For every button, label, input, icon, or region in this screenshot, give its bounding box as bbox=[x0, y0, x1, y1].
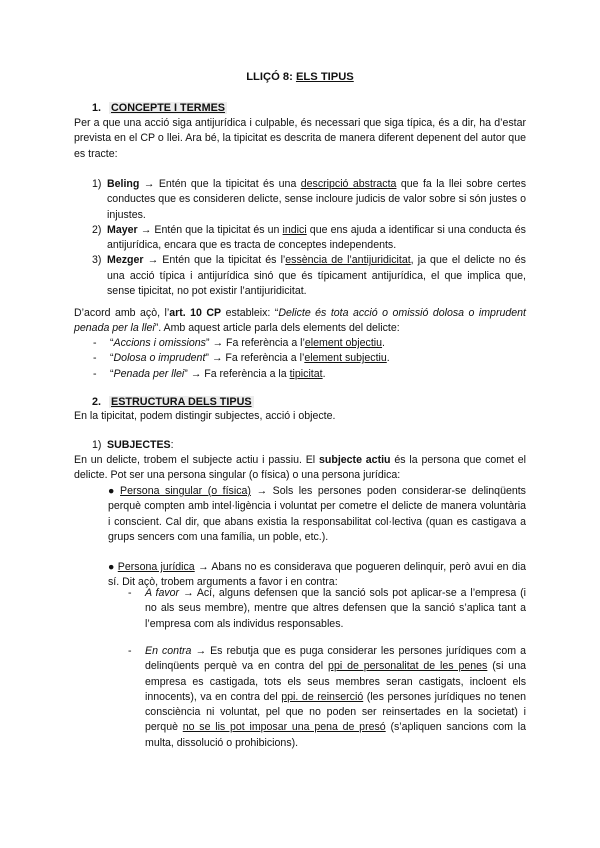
subsection-colon: : bbox=[170, 439, 174, 451]
section1-title: CONCEPTE I TERMES bbox=[111, 102, 225, 114]
dash: - bbox=[128, 645, 132, 657]
list-item: - “Dolosa o imprudent” → Fa referència a l’element subjectiu. bbox=[93, 351, 523, 366]
arrow: → bbox=[139, 178, 159, 190]
dash: - bbox=[128, 587, 132, 599]
subjects-text: és la persona que comet el delicte. Pot ser una persona singular (o física) o una persona jurídica: bbox=[74, 454, 526, 482]
argument-label: En contra bbox=[145, 645, 192, 657]
element-term: element objectiu bbox=[304, 337, 383, 349]
argument-term: no se lis pot imposar una pena de presó bbox=[182, 721, 386, 734]
argument-text: (s’apliquen sancions com la multa, dissolució o prohibicions). bbox=[145, 721, 527, 749]
article-quote: Delicte és tota acció o omissió dolosa o imprudent penada per la llei bbox=[74, 307, 526, 335]
author-name: Mezger bbox=[107, 254, 144, 267]
dash: - bbox=[93, 352, 97, 365]
element-text: ” → Fa referència a l’ bbox=[205, 352, 305, 365]
argument-term: ppi. de reinserció bbox=[281, 690, 364, 703]
author-text: Entén que la tipicitat és una bbox=[158, 178, 301, 190]
element-end: . bbox=[386, 352, 390, 365]
list-item: - “Accions i omissions” → Fa referència a l’element objectiu. bbox=[93, 336, 523, 351]
author-name: Beling bbox=[107, 178, 140, 190]
element-quote: Penada per llei bbox=[113, 367, 185, 380]
argument-text: (si una empresa es castigada, tots els seus membres seran castigats, incloent els innocents), va en contra del bbox=[145, 660, 526, 703]
list-item bbox=[93, 223, 526, 254]
element-quote: Accions i omissions bbox=[113, 337, 206, 349]
element-term: tipicitat bbox=[289, 367, 323, 380]
subsection-subjectes bbox=[93, 438, 526, 453]
list-number: 3) bbox=[92, 254, 102, 267]
author-text: que fa la llei sobre certes conductes que es consideren delicte, sense incloure judicis de valor sobre si són justes o injustes. bbox=[107, 178, 526, 221]
author-name: Mayer bbox=[107, 223, 138, 236]
article-ref: art. 10 CP bbox=[169, 307, 222, 319]
argument-text: (les persones jurídiques no tenen consciència ni voluntat, pel que no poden ser reinsertades en la societat) i perquè bbox=[145, 690, 526, 734]
title-prefix: LLIÇÓ 8: bbox=[246, 71, 296, 83]
author-text: que ens ajuda a identificar si una conducta és antijurídica, encara que es tracta de conceptes independents. bbox=[107, 223, 526, 252]
bullet-term: Persona singular (o física) bbox=[120, 485, 251, 497]
list-item bbox=[93, 177, 526, 223]
article-text: ”. Amb aquest article parla dels elements del delicte: bbox=[154, 322, 400, 335]
arrow: → bbox=[143, 254, 163, 267]
subjects-text: En un delicte, trobem el subjecte actiu i passiu. El bbox=[74, 454, 319, 466]
title-main: ELS TIPUS bbox=[295, 71, 354, 83]
section2-number: 2. bbox=[92, 396, 102, 408]
author-term: descripció abstracta bbox=[300, 178, 397, 190]
argument-favor bbox=[128, 586, 526, 632]
bullet-term: Persona jurídica bbox=[117, 561, 195, 573]
section2-intro: En la tipicitat, podem distingir subjectes, acció i objecte. bbox=[74, 410, 336, 422]
list-number: 1) bbox=[92, 178, 102, 190]
section1-heading bbox=[92, 101, 227, 116]
element-end: . bbox=[382, 337, 385, 349]
list-item bbox=[93, 438, 526, 453]
author-text: Entén que la tipicitat és un bbox=[154, 223, 283, 236]
element-end: . bbox=[322, 367, 326, 380]
arrow: → bbox=[137, 223, 155, 236]
subjects-paragraph bbox=[74, 453, 526, 484]
author-term: indici bbox=[282, 223, 307, 236]
bullet-persona-singular bbox=[108, 484, 526, 545]
list-item bbox=[128, 586, 526, 632]
argument-label: A favor bbox=[145, 587, 180, 599]
author-term: essència de l’antijuridicitat bbox=[285, 254, 411, 267]
argument-contra bbox=[128, 644, 526, 751]
element-term: element subjectiu bbox=[304, 352, 387, 365]
bullet-dot: ● bbox=[108, 561, 115, 573]
list-number: 2) bbox=[92, 223, 102, 236]
dash: - bbox=[93, 337, 97, 349]
authors-list bbox=[93, 177, 526, 299]
list-item: - “Penada per llei” → Fa referència a la tipicitat. bbox=[93, 367, 523, 382]
author-text: Entén que la tipicitat és l’ bbox=[162, 254, 286, 267]
argument-text: → Es rebutja que es puga considerar les persones jurídiques com a delinqüents perquè va en contra del bbox=[145, 645, 526, 673]
element-text: ” → Fa referència a l’ bbox=[205, 337, 305, 349]
article-paragraph bbox=[74, 306, 526, 337]
argument-text: → Ací, alguns defensen que la sanció sols pot aplicar-se a l’empresa (i no als seus membre), mentre que altres defensen que la sanció s’aplica tant a l’empresa com als individus responsables. bbox=[145, 587, 527, 630]
page-title bbox=[0, 70, 600, 85]
argument-term: ppi de personalitat de les penes bbox=[328, 660, 488, 673]
list-item bbox=[93, 253, 526, 299]
subjects-term: subjecte actiu bbox=[318, 454, 391, 466]
subsection-label: SUBJECTES bbox=[107, 439, 171, 451]
element-quote: Dolosa o imprudent bbox=[113, 352, 206, 365]
elements-list bbox=[93, 336, 523, 382]
dash: - bbox=[93, 367, 97, 380]
article-text: estableix: “ bbox=[221, 307, 279, 319]
bullet-dot: ● bbox=[108, 485, 118, 497]
list-number: 1) bbox=[92, 439, 102, 451]
list-item bbox=[128, 644, 526, 751]
section1-intro: Per a que una acció siga antijurídica i culpable, és necessari que siga típica, és a dir, ha d’estar prevista en el CP o llei. Ara bé, la tipicitat es descrita de manera diferent depenent del autor que es tracte: bbox=[74, 117, 526, 160]
section1-number: 1. bbox=[92, 102, 102, 114]
bullet-text: → Sols les persones poden considerar-se delinqüents perquè compten amb intel·ligència i voluntat per cometre el delicte de manera voluntària i conscient. Cal dir, que abans existia la responsabilitat col·lectiva (quan es castigava a grups sencers com una família, un poble, etc.). bbox=[108, 485, 526, 543]
section2-heading bbox=[92, 395, 254, 410]
bullet-text: → Abans no es considerava que pogueren delinquir, però avui en dia sí. Dit açò, trobem arguments a favor i en contra: bbox=[108, 561, 526, 589]
section2-title: ESTRUCTURA DELS TIPUS bbox=[111, 396, 252, 408]
author-text: , ja que el delicte no és una acció típica i antijurídica sinó que és típicament antijurídica, el que implica que, sense tipicitat, no pot existir l’antijuridicitat. bbox=[107, 254, 526, 298]
element-text: ” → Fa referència a la bbox=[184, 367, 290, 380]
article-text: D’acord amb açò, l’ bbox=[74, 307, 170, 319]
